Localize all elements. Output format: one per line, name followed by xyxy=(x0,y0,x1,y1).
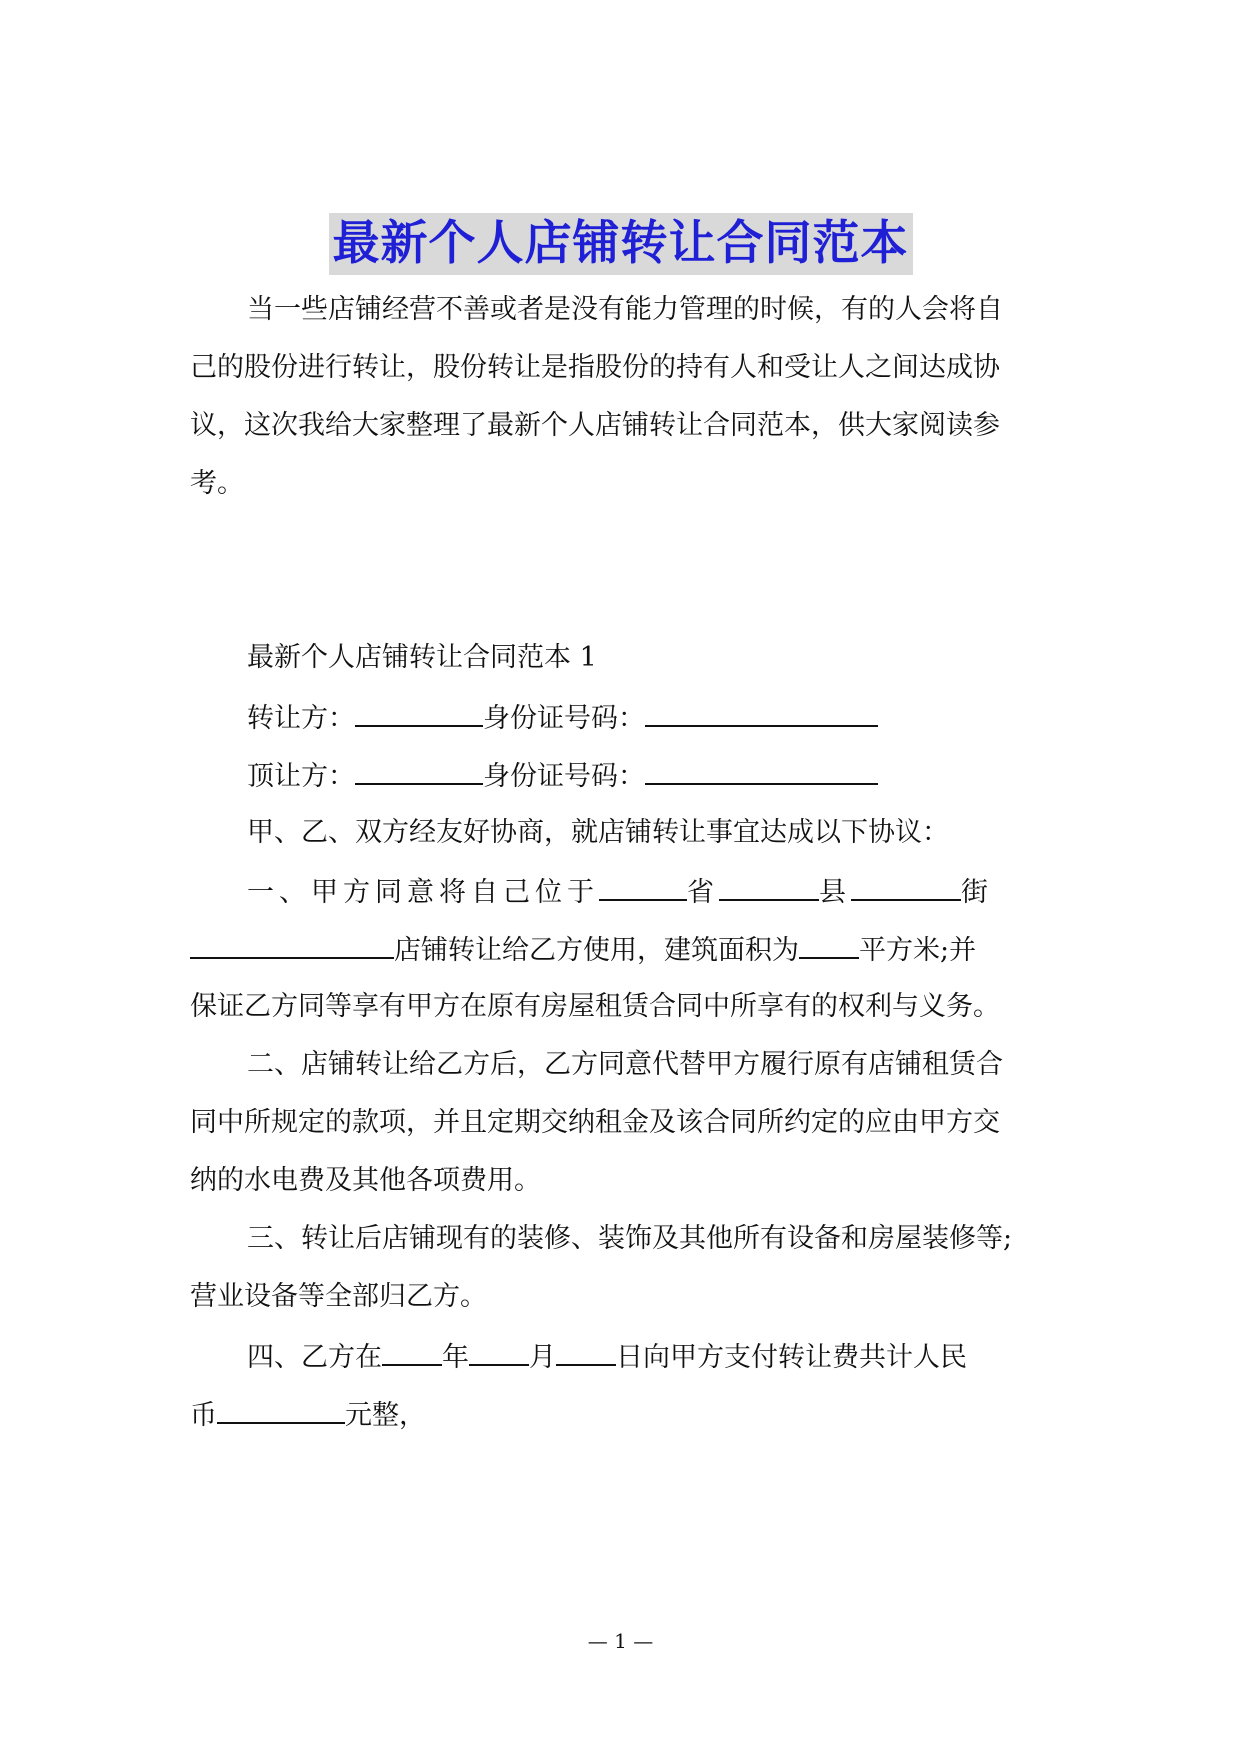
month-label: 月 xyxy=(529,1342,556,1373)
amount-blank xyxy=(217,1394,345,1424)
county-blank xyxy=(719,871,819,901)
clause4-line-2 xyxy=(190,1394,1070,1436)
page-number: — 1 — xyxy=(587,1629,654,1653)
year-label: 年 xyxy=(442,1342,469,1373)
intro-line-2: 己的股份进行转让，股份转让是指股份的持有人和受让人之间达成协 xyxy=(190,352,1000,383)
county-label: 县 xyxy=(819,877,851,908)
clause1-line-2 xyxy=(190,929,1070,971)
clause2-line-1: 二、店铺转让给乙方后，乙方同意代替甲方履行原有店铺租赁合 xyxy=(247,1049,1003,1080)
clause1-line-3: 保证乙方同等享有甲方在原有房屋租赁合同中所享有的权利与义务。 xyxy=(190,991,1000,1022)
year-blank xyxy=(382,1336,442,1366)
clause4-text: 四、乙方在 xyxy=(247,1342,382,1373)
section-heading: 最新个人店铺转让合同范本 1 xyxy=(247,642,597,673)
street-detail-blank xyxy=(190,929,394,959)
currency-label: 币 xyxy=(190,1400,217,1431)
transferor-label: 转让方： xyxy=(247,703,355,734)
clause3-line-1: 三、转让后店铺现有的装修、装饰及其他所有设备和房屋装修等; xyxy=(247,1223,1013,1254)
transferor-line xyxy=(247,697,1127,739)
intro-line-4: 考。 xyxy=(190,468,244,499)
id-label: 身份证号码： xyxy=(483,703,645,734)
day-blank xyxy=(556,1336,616,1366)
clause4-line-1 xyxy=(247,1336,1127,1378)
id-label: 身份证号码： xyxy=(483,761,645,792)
transferor-name-blank xyxy=(355,697,483,727)
month-blank xyxy=(469,1336,529,1366)
title-wrap xyxy=(0,213,1241,275)
transferor-id-blank xyxy=(645,697,878,727)
agreement-line: 甲、乙、双方经友好协商，就店铺转让事宜达成以下协议： xyxy=(247,817,949,848)
transferee-name-blank xyxy=(355,755,483,785)
clause2-line-2: 同中所规定的款项，并且定期交纳租金及该合同所约定的应由甲方交 xyxy=(190,1107,1000,1138)
province-blank xyxy=(599,871,687,901)
transferee-id-blank xyxy=(645,755,878,785)
clause1-text: 平方米;并 xyxy=(859,935,977,966)
clause1-line-1 xyxy=(247,871,1127,913)
clause3-line-2: 营业设备等全部归乙方。 xyxy=(190,1281,487,1312)
intro-line-1: 当一些店铺经营不善或者是没有能力管理的时候，有的人会将自 xyxy=(247,294,1003,325)
intro-line-3: 议，这次我给大家整理了最新个人店铺转让合同范本，供大家阅读参 xyxy=(190,410,1000,441)
clause1-text: 店铺转让给乙方使用，建筑面积为 xyxy=(394,935,799,966)
transferee-label: 顶让方： xyxy=(247,761,355,792)
area-blank xyxy=(799,929,859,959)
clause2-line-3: 纳的水电费及其他各项费用。 xyxy=(190,1165,541,1196)
clause1-text: 一、甲方同意将自己位于 xyxy=(247,877,599,908)
street-blank xyxy=(851,871,961,901)
transferee-line xyxy=(247,755,1127,797)
province-label: 省 xyxy=(687,877,719,908)
street-label: 街 xyxy=(961,877,993,908)
document-title: 最新个人店铺转让合同范本 xyxy=(329,213,913,275)
amount-suffix: 元整， xyxy=(345,1400,426,1431)
clause4-text: 日向甲方支付转让费共计人民 xyxy=(616,1342,967,1373)
